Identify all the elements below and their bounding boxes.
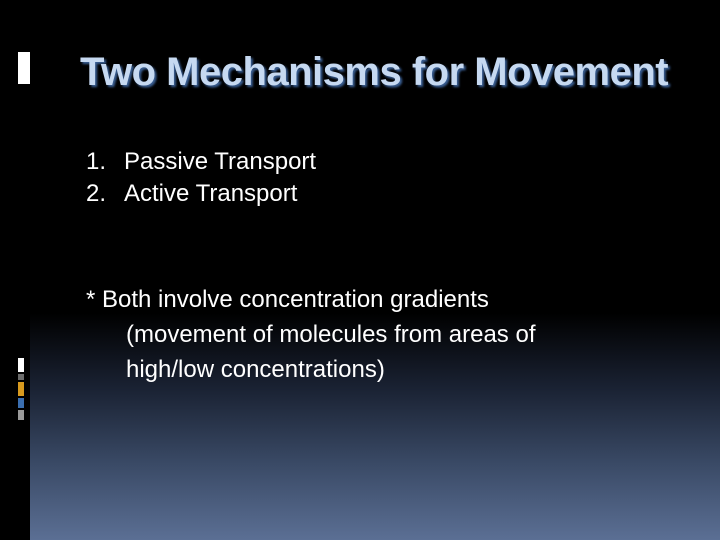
list-item-number: 1.: [86, 148, 107, 175]
deco-bar-lightgray: [18, 410, 24, 420]
footnote-line: high/low concentrations): [126, 356, 385, 383]
list-item-number: 2.: [86, 180, 107, 207]
list-item: [86, 146, 316, 178]
list-item-text: Passive Transport: [124, 148, 317, 175]
footnote-line: (movement of molecules from areas of: [126, 321, 536, 348]
footnote: [86, 282, 646, 387]
deco-bar-blue: [18, 398, 24, 408]
deco-bar-white: [18, 358, 24, 372]
list-item-text: Active Transport: [124, 180, 298, 207]
slide-title: Two Mechanisms for Movement: [80, 50, 669, 94]
deco-bar-gray: [18, 374, 24, 380]
mechanism-list: [86, 146, 316, 210]
deco-bar-orange: [18, 382, 24, 396]
footnote-line: * Both involve concentration gradients: [86, 286, 489, 313]
title-marker-bar: [18, 52, 30, 84]
list-item: [86, 178, 316, 210]
